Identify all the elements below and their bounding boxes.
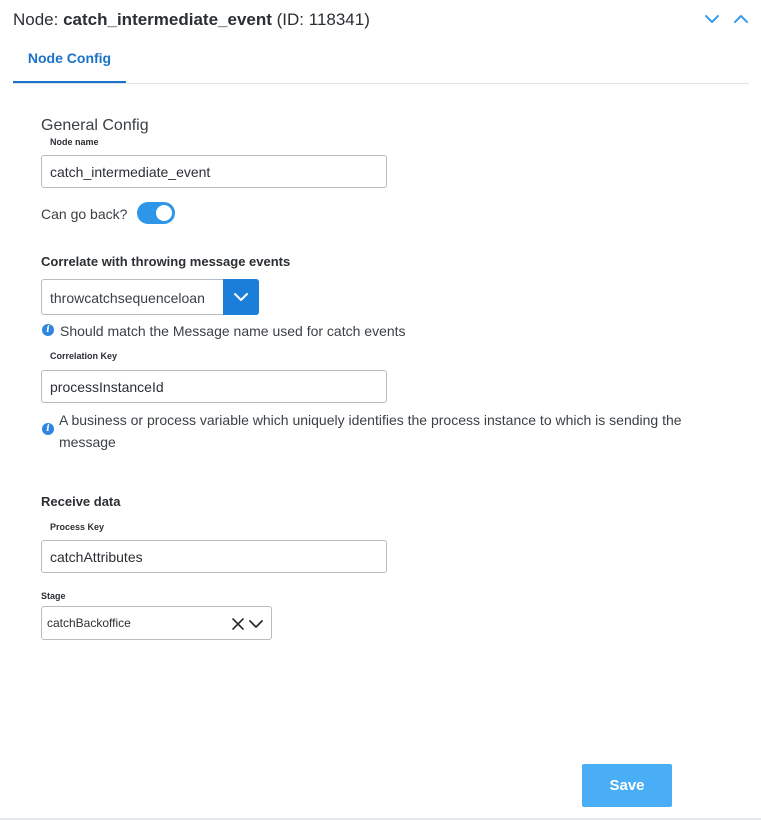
chevron-down-icon xyxy=(223,279,259,315)
stage-select-value: catchBackoffice xyxy=(47,616,131,630)
can-go-back-toggle[interactable] xyxy=(137,202,175,224)
correlation-key-label: Correlation Key xyxy=(50,351,118,361)
message-dropdown-button[interactable] xyxy=(223,279,259,315)
stage-select[interactable] xyxy=(41,606,272,640)
node-name-title: catch_intermediate_event xyxy=(63,10,272,29)
panel-title xyxy=(13,10,370,30)
chevron-up-icon[interactable] xyxy=(732,12,750,26)
node-name-input[interactable] xyxy=(41,155,387,188)
message-select-value: throwcatchsequenceloan xyxy=(50,290,205,306)
correlate-heading: Correlate with throwing message events xyxy=(41,254,291,269)
chevron-down-icon[interactable] xyxy=(703,12,721,26)
tab-divider xyxy=(13,83,749,84)
title-prefix: Node: xyxy=(13,10,64,29)
correlation-key-input[interactable] xyxy=(41,370,387,403)
info-icon: i xyxy=(42,324,54,336)
chevron-down-icon[interactable] xyxy=(247,616,265,632)
stage-label: Stage xyxy=(41,591,66,601)
info-icon: i xyxy=(42,423,54,435)
general-config-heading: General Config xyxy=(41,117,149,134)
message-select[interactable] xyxy=(41,279,259,315)
clear-icon[interactable] xyxy=(231,617,245,631)
node-id: (ID: 118341) xyxy=(271,10,370,29)
tab-node-config[interactable]: Node Config xyxy=(13,42,126,83)
node-name-label: Node name xyxy=(50,137,99,147)
receive-data-heading: Receive data xyxy=(41,494,121,509)
process-key-input[interactable] xyxy=(41,540,387,573)
can-go-back-label: Can go back? xyxy=(41,206,128,222)
toggle-knob xyxy=(156,205,172,221)
correlation-hint: A business or process variable which uniquely identifies the process instance to which is sending the message xyxy=(59,412,682,450)
message-hint: Should match the Message name used for catch events xyxy=(60,323,406,339)
process-key-label: Process Key xyxy=(50,522,105,532)
save-button[interactable]: Save xyxy=(582,764,672,807)
